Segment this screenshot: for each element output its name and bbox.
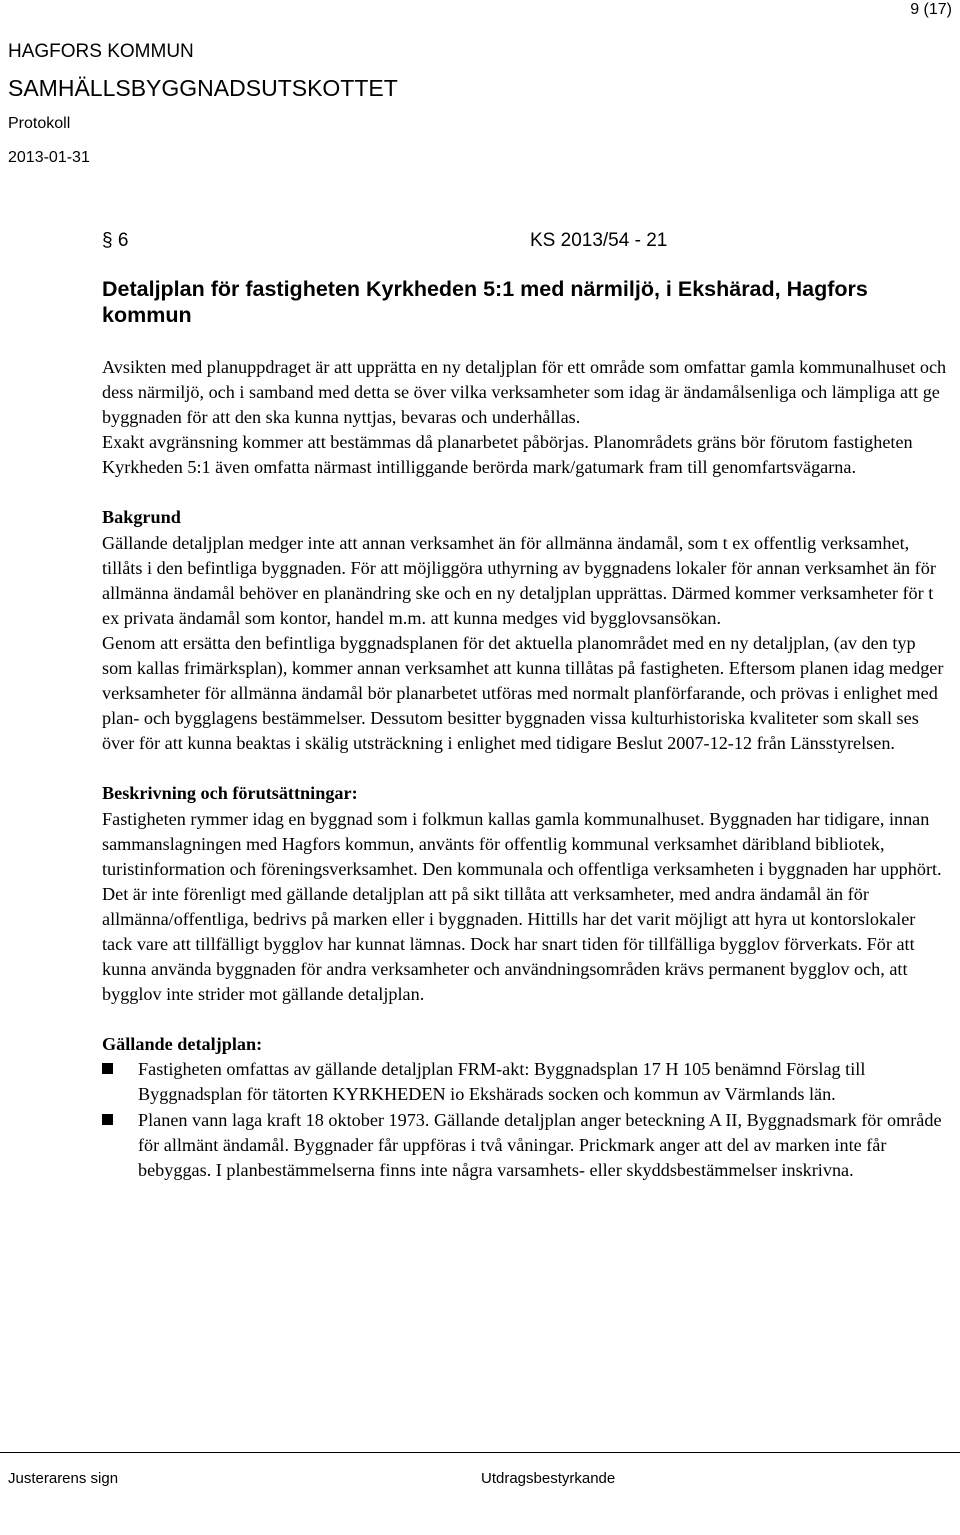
gallande-heading: Gällande detaljplan: xyxy=(102,1034,263,1055)
square-bullet-icon xyxy=(102,1063,113,1074)
document-body xyxy=(102,355,950,1183)
list-item-text: Planen vann laga kraft 18 oktober 1973. Gällande detaljplan anger beteckning A II, Byggnadsmark för område för allmänt ändamål. Byggnader får uppföras i två våningar. Prickmark anger att del av marken inte får bebyggas. I planbestämmelserna finns inte några varsamhets- eller skyddsbestämmelser inskrivna. xyxy=(138,1109,942,1180)
beskrivning-paragraph-1: Fastigheten rymmer idag en byggnad som i folkmun kallas gamla kommunalhuset. Byggnaden har tidigare, innan sammanslagningen med Hagfors kommun, använts för offentlig kommunal verksamhet däribland bibliotek, turistinformation och föreningsverksamhet. Den kommunala och offentliga verksamheten i byggnaden har upphört. xyxy=(102,808,942,879)
list-item-text: Fastigheten omfattas av gällande detaljplan FRM-akt: Byggnadsplan 17 H 105 benämnd Förslag till Byggnadsplan för tätorten KYRKHEDEN io Ekshärads socken och kommun av Värmlands län. xyxy=(138,1059,866,1105)
intro-paragraph-2: Exakt avgränsning kommer att bestämmas då planarbetet påbörjas. Planområdets gräns bör förutom fastigheten Kyrkheden 5:1 även omfatta närmast intilliggande berörda mark/gatumark fram till genomfartsvägarna. xyxy=(102,432,913,478)
page-number: 9 (17) xyxy=(910,1,952,18)
square-bullet-icon xyxy=(102,1114,113,1125)
utdragsbestyrkande-label: Utdragsbestyrkande xyxy=(481,1470,616,1487)
organization-name: HAGFORS KOMMUN xyxy=(8,41,194,62)
justerare-sign-label: Justerarens sign xyxy=(8,1470,119,1487)
list-item xyxy=(102,1057,950,1107)
committee-name: SAMHÄLLSBYGGNADSUTSKOTTET xyxy=(8,75,398,101)
bakgrund-paragraph-2: Genom att ersätta den befintliga byggnadsplanen för det aktuella planområdet med en ny detaljplan, (av den typ som kallas frimärksplan), kommer annan verksamhet att kunna tillåtas på fastigheten. Eftersom planen idag medger verksamheter för allmänna ändamål bör planarbetet utföras med normalt planförfarande, och prövas i enlighet med plan- och bygglagens bestämmelser. Dessutom besitter byggnaden vissa kulturhistoriska kvaliteter som skall ses över för att kunna beaktas i skälig utsträckning i enlighet med tidigare Beslut 2007-12-12 från Länsstyrelsen. xyxy=(102,632,944,754)
case-title: Detaljplan för fastigheten Kyrkheden 5:1 med närmiljö, i Ekshärad, Hagfors kommun xyxy=(102,277,868,327)
spacer xyxy=(102,1007,950,1032)
case-number: KS 2013/54 - 21 xyxy=(530,230,668,251)
spacer xyxy=(102,756,950,781)
paragraph-number: § 6 xyxy=(102,230,129,251)
bakgrund-heading: Bakgrund xyxy=(102,507,181,528)
section-line xyxy=(102,228,668,254)
beskrivning-heading: Beskrivning och förutsättningar: xyxy=(102,783,358,804)
beskrivning-paragraph-2: Det är inte förenligt med gällande detaljplan att på sikt tillåta att verksamheter, med andra ändamål än för allmänna/offentliga, bedrivs på marken eller i byggnaden. Hittills har det varit möjligt att hyra ut kontorslokaler tack vare att tillfälligt bygglov har kunnat lämnas. Dock har snart tiden för tillfälliga bygglov förverkats. För att kunna använda byggnaden för andra verksamheter och användningsområden krävs permanent bygglov och, att bygglov inte strider mot gällande detaljplan. xyxy=(102,883,916,1005)
document-type: Protokoll xyxy=(8,115,71,132)
gallande-list xyxy=(102,1057,950,1182)
spacer xyxy=(102,480,950,505)
list-item xyxy=(102,1108,950,1183)
meeting-date: 2013-01-31 xyxy=(8,149,90,166)
footer-divider xyxy=(0,1452,960,1453)
intro-paragraph-1: Avsikten med planuppdraget är att upprätta en ny detaljplan för ett område som omfattar gamla kommunalhuset och dess närmiljö, och i samband med detta se över vilka verksamheter som idag är ändamålsenliga och lämpliga att ge byggnaden för att den ska kunna nyttjas, bevaras och underhållas. xyxy=(102,357,947,428)
bakgrund-paragraph-1: Gällande detaljplan medger inte att annan verksamhet än för allmänna ändamål, som t ex offentlig verksamhet, tillåts i den befintliga byggnaden. För att möjliggöra uthyrning av byggnadens lokaler för annan verksamhet än för allmänna ändamål behöver en planändring ske och en ny detaljplan upprättas. Därmed kommer verksamheter för t ex privata ändamål som kontor, handel m.m. att kunna medges vid bygglovsansökan. xyxy=(102,532,936,628)
